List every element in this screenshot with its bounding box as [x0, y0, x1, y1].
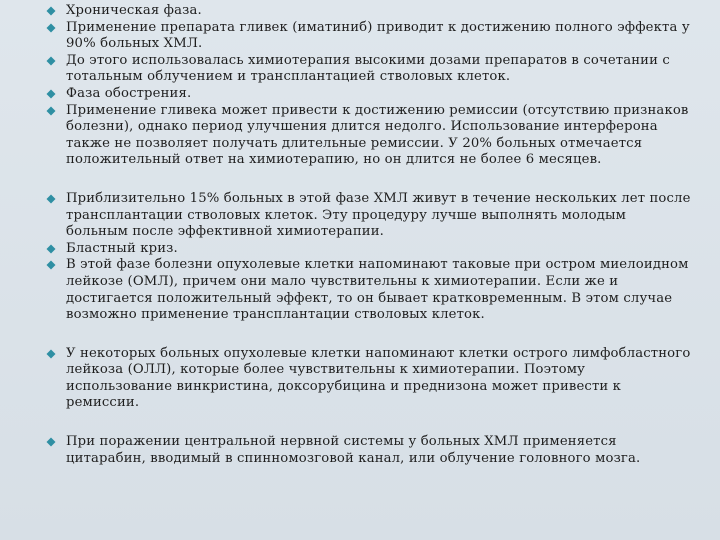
spacer — [0, 412, 720, 434]
spacer — [0, 324, 720, 346]
diamond-bullet-icon — [46, 106, 56, 116]
list-item — [0, 103, 720, 169]
bullet-list — [0, 3, 720, 467]
list-item-text: До этого использовалась химиотерапия высокими дозами препаратов в сочетании с тотальным облучением и трансплантацией стволовых клеток. — [66, 52, 670, 85]
list-item-text: При поражении центральной нервной системы у больных ХМЛ применяется цитарабин, вводимый в спинномозговой канал, или облучение головного мозга. — [66, 434, 641, 466]
list-item-text: Хроническая фаза. — [66, 3, 202, 18]
list-item — [0, 241, 720, 258]
diamond-bullet-icon — [46, 244, 56, 254]
diamond-bullet-icon — [46, 6, 56, 16]
list-item-text: У некоторых больных опухолевые клетки напоминают клетки острого лимфобластного лейкоза (ОЛЛ), которые более чувствительны к химиотерапии. Поэтому использование винкристина, доксорубицина и преднизона может привести к ремиссии. — [66, 345, 691, 411]
diamond-bullet-icon — [46, 260, 56, 270]
diamond-bullet-icon — [46, 194, 56, 204]
list-item — [0, 346, 720, 412]
list-item — [0, 86, 720, 103]
diamond-bullet-icon — [46, 56, 56, 66]
diamond-bullet-icon — [46, 437, 56, 447]
list-item — [0, 20, 720, 53]
list-item — [0, 434, 720, 467]
diamond-bullet-icon — [46, 349, 56, 359]
list-item-text: В этой фазе болезни опухолевые клетки напоминают таковые при остром миелоидном лейкозе (ОМЛ), причем они мало чувствительны к химиотерапии. Если же и достигается положительный эффект, то он бывает кратковременным. В этом случае возможно применение трансплантации стволовых клеток. — [66, 257, 689, 323]
list-item-text: Приблизительно 15% больных в этой фазе ХМЛ живут в течение нескольких лет после трансплантации стволовых клеток. Эту процедуру лучше выполнять молодым больным после эффективной химиотерапии. — [66, 190, 691, 240]
list-item — [0, 3, 720, 20]
list-item — [0, 53, 720, 86]
list-item — [0, 257, 720, 323]
list-item-text: Фаза обострения. — [66, 85, 192, 101]
diamond-bullet-icon — [46, 89, 56, 99]
list-item-text: Применение гливека может привести к достижению ремиссии (отсутствию признаков болезни), однако период улучшения длится недолго. Использование интерферона также не позволяет получать длительные ремиссии. У 20% больных отмечается положительный ответ на химиотерапию, но он длится не более 6 месяцев. — [66, 102, 689, 168]
spacer — [0, 169, 720, 191]
diamond-bullet-icon — [46, 23, 56, 33]
list-item — [0, 191, 720, 241]
list-item-text: Бластный криз. — [66, 240, 178, 256]
list-item-text: Применение препарата гливек (иматиниб) приводит к достижению полного эффекта у 90% больных ХМЛ. — [66, 19, 690, 52]
